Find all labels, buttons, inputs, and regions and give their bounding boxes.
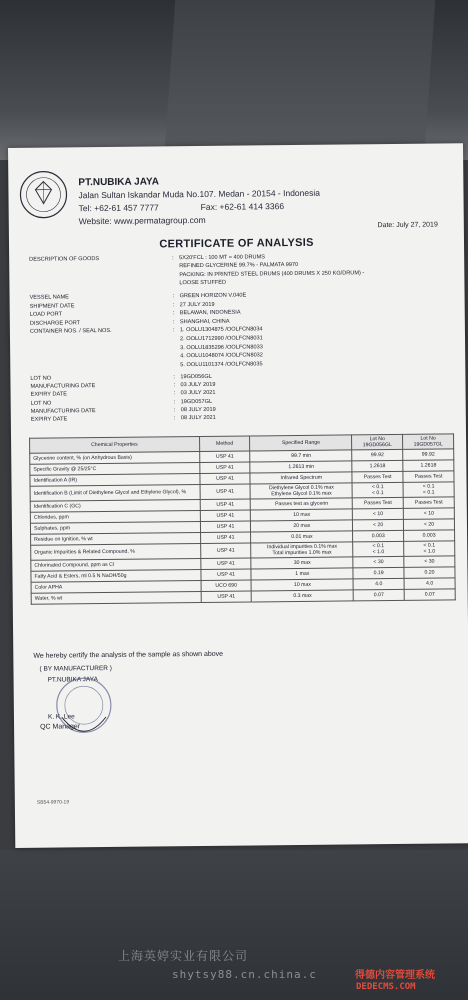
table-cell: Passes Test [352,497,403,509]
table-cell: USP 41 [199,451,250,463]
company-name: PT.NUBIKA JAYA [78,176,160,189]
table-cell: < 10 [403,508,454,520]
kv-colon: : [172,319,175,326]
table-cell: 1 max [251,568,353,580]
table-cell: Chlorinated Compound, ppm as Cl [31,559,201,572]
certification-statement: We hereby certify the analysis of the sample as shown above [33,650,224,660]
kv-key: LOAD PORT [29,311,63,318]
kv-value: 19GD056GL [180,373,212,381]
table-cell: < 30 [353,556,404,568]
table-cell: Chlorides, ppm [30,511,200,524]
table-cell: USP 41 [201,569,252,581]
certificate-title: CERTIFICATE OF ANALYSIS [159,236,314,251]
kv-key: DESCRIPTION OF GOODS [29,256,100,263]
company-fax: Fax: +62-61 414 3366 [200,201,285,212]
kv-key: VESSEL NAME [29,294,69,301]
table-cell: Specific Gravity @ 25/25°C [30,463,200,476]
analysis-table [29,433,456,604]
kv-value: 08 JULY 2019 [180,406,216,414]
table-cell: USP 41 [200,543,251,559]
table-cell: Passes test as glycerin [251,498,353,510]
kv-value: REFINED GLYCERINE 99.7% - PALMATA 9970 [179,262,299,270]
table-cell: 1.2618 [352,460,403,472]
table-cell: 99.92 [403,449,454,461]
table-cell: UCO 690 [201,580,252,592]
table-cell: Passes Test [352,471,403,483]
kv-colon: : [173,398,176,405]
table-cell: USP 41 [200,558,251,570]
table-cell: Identification A (IR) [30,474,200,487]
table-header-cell: Chemical Properties [30,437,200,454]
watermark-cms: DEDECMS.COM [356,982,416,992]
watermark-company: 上海英婷实业有限公司 [118,949,249,963]
kv-value: 2. OOLU1712990 /OOLFCN8031 [179,335,263,343]
kv-key: DISCHARGE PORT [29,320,81,327]
document-code: SB54-9970-19 [36,799,70,806]
table-cell: 0.19 [353,567,404,579]
kv-value: LOOSE STUFFED [179,279,227,287]
table-cell: 10 max [251,509,353,521]
kv-colon: : [172,327,175,334]
table-cell: 99.92 [352,449,403,461]
kv-key: MANUFACTURING DATE [30,407,96,415]
table-cell: Water, % wt [31,592,201,605]
table-cell: USP 41 [200,499,251,511]
kv-key: EXPIRY DATE [30,416,68,423]
company-website: Website: www.permatagroup.com [78,214,206,227]
table-cell: 20 max [251,520,353,532]
table-cell: 10 max [252,579,354,591]
kv-value: 5X20'FCL : 100 MT = 400 DRUMS [179,254,265,262]
table-cell: Individual impurities 0.1% max Total impurities 1.0% max [251,542,353,558]
table-cell: Fatty Acid & Esters, ml 0.5 N NaOH/50g [31,570,201,583]
table-cell: 1.2618 [403,460,454,472]
certificate-sheet [8,143,468,848]
kv-colon: : [173,407,176,414]
kv-value: BELAWAN, INDONESIA [179,309,241,317]
table-cell: Identification B (Limit of Diethylene Glycol and Ethylene Glycol), % [30,485,200,502]
signatory-name: K. K. Lee [47,713,75,721]
by-manufacturer: ( BY MANUFACTURER ) [39,664,112,673]
kv-key: EXPIRY DATE [30,391,67,399]
kv-key: MANUFACTURING DATE [30,383,96,390]
kv-value: 27 JULY 2019 [179,301,215,308]
kv-colon: : [173,382,176,389]
table-cell: 0.07 [353,589,404,601]
kv-colon: : [173,390,176,397]
kv-key: CONTAINER NOS. / SEAL NOS. [29,328,112,336]
company-address: Jalan Sultan Iskandar Muda No.107. Medan - 20154 - Indonesia [78,187,321,201]
table-cell: Passes Test [403,471,454,483]
table-cell: 0.003 [404,530,455,542]
table-cell: Passes Test [403,497,454,509]
table-cell: 4.0 [404,578,455,590]
table-header-cell: Lot No 19GD057GL [403,434,454,450]
table-cell: USP 41 [201,591,252,603]
signatory-company: PT.NUBIKA JAYA [47,676,98,684]
table-cell: Sulphates, ppm [30,522,200,535]
certificate-date: Date: July 27, 2019 [377,221,438,230]
kv-value: SHANGHAI, CHINA [179,318,230,326]
kv-colon: : [172,310,175,317]
table-cell: 4.0 [353,578,404,590]
kv-colon: : [172,255,174,262]
table-cell: Diethylene Glycol 0.1% max Ethylene Glycol 0.1% max [251,483,353,499]
kv-value: 19GD057GL [180,398,213,405]
kv-value: 4. OOLU1048074 /OOLFCN8032 [180,352,263,360]
table-cell: Infrared Spectrum [250,472,352,484]
kv-key: SHIPMENT DATE [29,302,75,310]
table-cell: 30 max [251,557,353,569]
company-logo [18,169,69,220]
background-fold [165,0,435,150]
kv-value: 03 JULY 2019 [180,382,216,389]
kv-colon: : [173,374,176,381]
table-cell: Organic Impurities & Related Compound, % [31,544,201,561]
table-cell: < 0.1 < 1.0 [404,541,455,557]
table-cell: USP 41 [199,462,250,474]
kv-key: LOT NO [30,375,52,382]
signatory-role: QC Manager [40,723,81,731]
table-cell: 0.3 max [252,590,354,602]
table-header-cell: Specified Range [250,435,352,451]
table-cell: USP 41 [200,521,251,533]
kv-colon: : [172,301,175,308]
kv-value: 08 JULY 2021 [180,414,216,422]
table-cell: < 0.1 < 0.1 [403,482,454,498]
kv-value: 3. OOLU1835296 /OOLFCN8033 [180,343,263,351]
table-cell: Residue on Ignition, % wt [31,533,201,546]
table-cell: < 30 [404,556,455,568]
table-cell: 0.07 [404,589,455,601]
table-cell: < 20 [353,519,404,531]
watermark-cms-cn: 得德内容管理系统 [355,970,435,981]
table-cell: Glycerine content, % (on Anhydrous Basis) [30,452,200,465]
kv-value: 03 JULY 2021 [180,390,216,397]
kv-value: GREEN HORIZON V.040E [179,292,247,300]
table-cell: 0.003 [353,530,404,542]
table-cell: 0.01 max [251,531,353,543]
kv-colon: : [172,293,175,300]
table-cell: USP 41 [200,484,251,500]
watermark-url: shytsy88.cn.china.c [172,968,317,981]
table-cell: < 0.1 < 0.1 [352,482,403,498]
kv-colon: : [173,415,176,422]
table-header-cell: Lot No 19GD056GL [352,434,403,450]
table-cell: 99.7 min [250,450,352,462]
table-cell: USP 41 [200,473,251,485]
table-cell: < 10 [353,508,404,520]
kv-value: 1. OOLU1304875 /OOLFCN8034 [179,326,263,334]
kv-value: 5. OOLU1101374 /OOLFCN8035 [180,361,263,369]
kv-key: LOT NO [30,400,52,407]
table-cell: Color APHA [31,581,201,594]
table-cell: < 0.1 < 1.0 [353,541,404,557]
table-header-cell: Method [199,436,250,452]
table-cell: < 20 [404,519,455,531]
background-top [0,0,468,160]
table-body [30,449,456,604]
table-cell: USP 41 [200,532,251,544]
table-cell: 0.20 [404,567,455,579]
table-cell: USP 41 [200,510,251,522]
table-cell: 1.2613 min [250,461,352,473]
company-tel: Tel: +62-61 457 7777 [78,202,159,214]
kv-value: PACKING: IN PRINTED STEEL DRUMS (400 DRUMS X 250 KG/DRUM) - [179,270,365,279]
table-cell: Identification C (GC) [30,500,200,513]
